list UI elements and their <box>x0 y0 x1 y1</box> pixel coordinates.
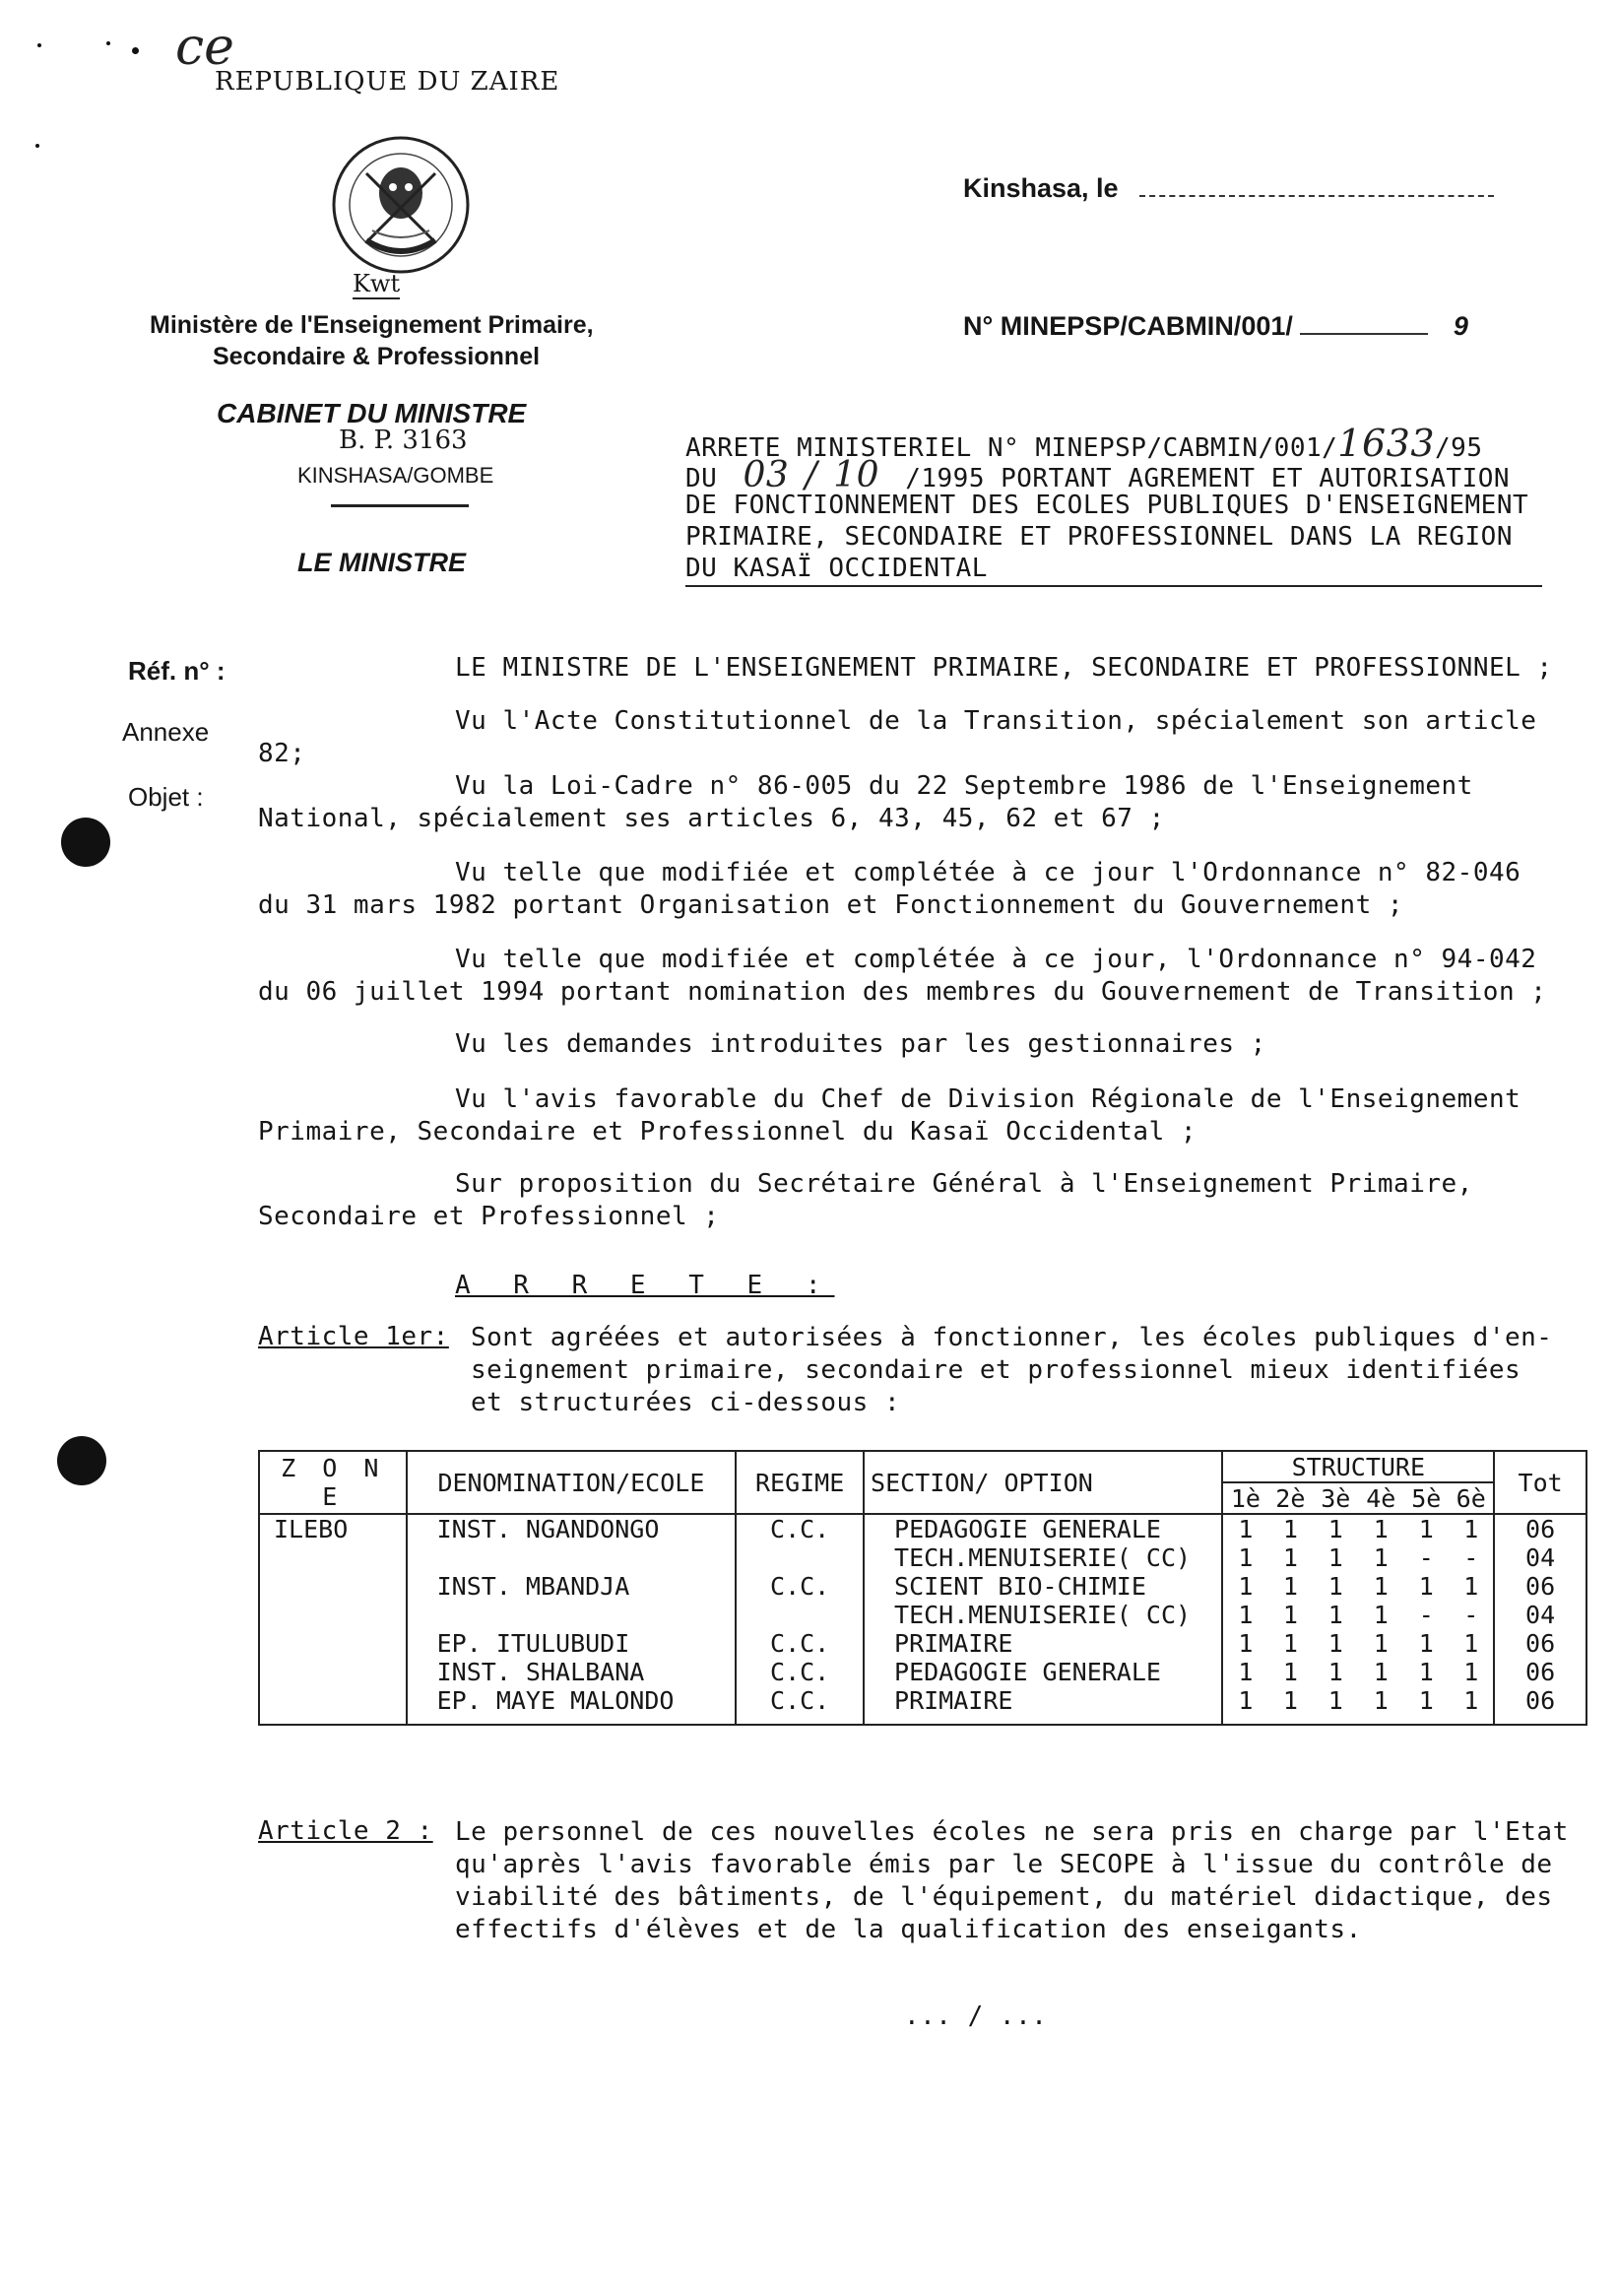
cell-year-5: 1 <box>1418 1572 1434 1601</box>
cell-total: 06 <box>1525 1629 1556 1658</box>
cell-section: PRIMAIRE <box>864 1629 1222 1658</box>
cell-year-6: 1 <box>1449 1572 1494 1601</box>
cell-year-5: 1 <box>1418 1658 1434 1686</box>
article-2-label: Article 2 : <box>258 1816 433 1846</box>
decree-date-separator: / <box>805 455 818 495</box>
cell-year-2: 1 <box>1282 1658 1298 1686</box>
ref-label: Réf. n° : <box>128 656 226 686</box>
cell-year-6: 1 <box>1449 1514 1494 1543</box>
schools-structure-table <box>258 1450 1587 1726</box>
annexe-label: Annexe <box>122 717 210 747</box>
table-row <box>259 1543 1586 1572</box>
preamble: LE MINISTRE DE L'ENSEIGNEMENT PRIMAIRE, SECONDAIRE ET PROFESSIONNEL ; <box>455 653 1553 683</box>
header-year-5: 5è <box>1403 1482 1449 1514</box>
reference-number <box>963 311 1468 342</box>
decree-title-underline <box>685 585 1542 587</box>
table-padding-cell <box>259 1715 407 1725</box>
cell-section: PEDAGOGIE GENERALE <box>864 1658 1222 1686</box>
stray-mark <box>37 43 41 47</box>
decree-title-line3: DE FONCTIONNEMENT DES ECOLES PUBLIQUES D'ENSEIGNEMENT <box>685 491 1529 520</box>
ministry-name-line1: Ministère de l'Enseignement Primaire, <box>150 311 594 339</box>
reference-number-text: N° MINEPSP/CABMIN/001/ <box>963 311 1293 341</box>
cell-year-6: - <box>1449 1601 1494 1629</box>
cell-section: TECH.MENUISERIE( CC) <box>864 1543 1222 1572</box>
cell-year-1: 1 <box>1238 1601 1254 1629</box>
decree-month-handwritten: 10 <box>833 455 880 495</box>
article-2-text <box>455 1816 1569 1946</box>
cell-year-1: 1 <box>1238 1572 1254 1601</box>
cell-year-2: 1 <box>1282 1686 1298 1715</box>
table-body <box>259 1514 1586 1725</box>
considerant-4-line1: Vu telle que modifiée et complétée à ce jour, l'Ordonnance n° 94-042 <box>455 945 1537 974</box>
article-2-line1: Le personnel de ces nouvelles écoles ne sera pris en charge par l'Etat <box>455 1817 1569 1847</box>
cell-year-3: 1 <box>1327 1543 1343 1572</box>
cell-year-3: 1 <box>1327 1572 1343 1601</box>
cell-year-5: - <box>1418 1601 1434 1629</box>
table-padding-cell <box>1403 1715 1449 1725</box>
considerant-4-line2: du 06 juillet 1994 portant nomination des membres du Gouvernement de Transition ; <box>258 977 1547 1007</box>
cell-school <box>407 1543 737 1572</box>
cell-year-4: 1 <box>1373 1686 1389 1715</box>
table-row <box>259 1601 1586 1629</box>
cell-regime: C.C. <box>736 1686 864 1715</box>
cell-year-2: 1 <box>1282 1629 1298 1658</box>
decree-date-prefix: DU <box>685 464 718 493</box>
cell-total: 04 <box>1525 1601 1556 1629</box>
cell-year-4: 1 <box>1373 1658 1389 1686</box>
decree-number-suffix: /95 <box>1435 433 1483 463</box>
cell-zone <box>259 1686 407 1715</box>
cell-year-6: - <box>1449 1543 1494 1572</box>
cell-school <box>407 1601 737 1629</box>
considerant-6-line1: Vu l'avis favorable du Chef de Division Régionale de l'Enseignement <box>455 1084 1521 1114</box>
reference-suffix: 9 <box>1453 311 1468 341</box>
cell-year-4: 1 <box>1373 1515 1389 1543</box>
header-total: Tot <box>1494 1451 1586 1514</box>
cell-school: EP. ITULUBUDI <box>407 1629 737 1658</box>
city: KINSHASA/GOMBE <box>297 463 494 488</box>
article-2-line3: viabilité des bâtiments, de l'équipement, du matériel didactique, des <box>455 1882 1553 1912</box>
cell-year-5: - <box>1418 1543 1434 1572</box>
cell-year-2: 1 <box>1282 1543 1298 1572</box>
decree-title-line2 <box>685 455 1510 495</box>
proposition-line1: Sur proposition du Secrétaire Général à l'Enseignement Primaire, <box>455 1169 1473 1199</box>
header-structure: STRUCTURE <box>1222 1451 1494 1482</box>
cabinet-title: CABINET DU MINISTRE <box>217 398 527 428</box>
proposition-line2: Secondaire et Professionnel ; <box>258 1202 720 1231</box>
considerant-1 <box>258 705 1578 770</box>
page-continuation: ... / ... <box>904 2001 1048 2031</box>
cell-total: 04 <box>1525 1543 1556 1572</box>
cell-year-2: 1 <box>1282 1515 1298 1543</box>
cell-year-3: 1 <box>1327 1601 1343 1629</box>
header-regime: REGIME <box>736 1451 864 1514</box>
cell-regime: C.C. <box>736 1629 864 1658</box>
considerant-2-line1: Vu la Loi-Cadre n° 86-005 du 22 Septembre 1986 de l'Enseignement <box>455 771 1473 801</box>
header-zone: Z O N E <box>259 1451 407 1514</box>
cell-year-3: 1 <box>1327 1686 1343 1715</box>
cell-school: INST. NGANDONGO <box>407 1514 737 1543</box>
punch-hole <box>61 818 110 867</box>
minister-title: LE MINISTRE <box>297 548 467 577</box>
article-2-line2: qu'après l'avis favorable émis par le SECOPE à l'issue du contrôle de <box>455 1850 1553 1879</box>
decree-date-suffix: /1995 PORTANT AGREMENT ET AUTORISATION <box>905 464 1511 493</box>
cell-year-3: 1 <box>1327 1658 1343 1686</box>
cell-year-3: 1 <box>1327 1515 1343 1543</box>
considerant-3-line2: du 31 mars 1982 portant Organisation et Fonctionnement du Gouvernement ; <box>258 890 1404 920</box>
table-row <box>259 1658 1586 1686</box>
cell-school: EP. MAYE MALONDO <box>407 1686 737 1715</box>
cell-year-1: 1 <box>1238 1686 1254 1715</box>
handwritten-initials: ce <box>175 18 234 77</box>
decree-day-handwritten: 03 <box>743 455 790 495</box>
cell-year-2: 1 <box>1282 1601 1298 1629</box>
cell-total: 06 <box>1525 1686 1556 1715</box>
cell-total: 06 <box>1525 1572 1556 1601</box>
table-row <box>259 1572 1586 1601</box>
table-padding-cell <box>864 1715 1222 1725</box>
decree-number-handwritten: 1633 <box>1337 422 1436 465</box>
cell-year-6: 1 <box>1449 1658 1494 1686</box>
coat-of-arms-emblem <box>327 134 475 282</box>
emblem-caption: Kwt <box>353 270 401 297</box>
header-year-3: 3è <box>1313 1482 1358 1514</box>
cell-section: TECH.MENUISERIE( CC) <box>864 1601 1222 1629</box>
cell-year-5: 1 <box>1418 1515 1434 1543</box>
decree-title-line5: DU KASAÏ OCCIDENTAL <box>685 554 988 583</box>
punch-hole <box>57 1436 106 1485</box>
considerant-3 <box>258 857 1578 922</box>
po-box: B. P. 3163 <box>339 426 468 455</box>
stray-mark <box>132 47 139 54</box>
cell-regime: C.C. <box>736 1658 864 1686</box>
stray-mark <box>35 144 39 148</box>
table-padding-cell <box>1267 1715 1313 1725</box>
cell-year-1: 1 <box>1238 1658 1254 1686</box>
objet-label: Objet : <box>128 782 204 812</box>
arrete-heading: A R R E T E : <box>455 1271 835 1300</box>
cell-total: 06 <box>1525 1658 1556 1686</box>
cell-year-6: 1 <box>1449 1686 1494 1715</box>
cell-school: INST. MBANDJA <box>407 1572 737 1601</box>
cell-regime: C.C. <box>736 1572 864 1601</box>
cell-zone <box>259 1629 407 1658</box>
cell-regime <box>736 1543 864 1572</box>
table-padding-cell <box>1222 1715 1267 1725</box>
header-year-1: 1è <box>1222 1482 1267 1514</box>
cell-year-6: 1 <box>1449 1629 1494 1658</box>
cell-section: PRIMAIRE <box>864 1686 1222 1715</box>
table-bottom-padding <box>259 1715 1586 1725</box>
considerant-2 <box>258 770 1578 835</box>
cell-section: SCIENT BIO-CHIMIE <box>864 1572 1222 1601</box>
cell-year-5: 1 <box>1418 1629 1434 1658</box>
cell-year-1: 1 <box>1238 1629 1254 1658</box>
considerant-5 <box>258 1028 1578 1061</box>
header-year-4: 4è <box>1358 1482 1403 1514</box>
cell-year-4: 1 <box>1373 1543 1389 1572</box>
country-name: REPUBLIQUE DU ZAIRE <box>215 67 560 97</box>
date-blank-line <box>1139 195 1494 197</box>
ministry-name-line2: Secondaire & Professionnel <box>213 343 541 370</box>
header-year-2: 2è <box>1267 1482 1313 1514</box>
cell-zone <box>259 1543 407 1572</box>
header-year-6: 6è <box>1449 1482 1494 1514</box>
article-1-text <box>471 1322 1552 1419</box>
place-date-label <box>963 173 1494 204</box>
cell-regime <box>736 1601 864 1629</box>
table-row <box>259 1629 1586 1658</box>
table-padding-cell <box>407 1715 737 1725</box>
table-row <box>259 1686 1586 1715</box>
stray-mark <box>106 41 110 45</box>
reference-blank-line <box>1300 333 1428 335</box>
cell-year-1: 1 <box>1238 1543 1254 1572</box>
cell-year-2: 1 <box>1282 1572 1298 1601</box>
cell-year-4: 1 <box>1373 1572 1389 1601</box>
place-label: Kinshasa, le <box>963 173 1119 203</box>
table-padding-cell <box>1358 1715 1403 1725</box>
table-padding-cell <box>1494 1715 1586 1725</box>
article-1-line1: Sont agréées et autorisées à fonctionner, les écoles publiques d'en- <box>471 1323 1553 1352</box>
cell-year-4: 1 <box>1373 1629 1389 1658</box>
article-1-line3: et structurées ci-dessous : <box>471 1388 901 1417</box>
cell-year-3: 1 <box>1327 1629 1343 1658</box>
considerant-6 <box>258 1083 1578 1148</box>
decree-number-prefix: ARRETE MINISTERIEL N° MINEPSP/CABMIN/001/ <box>685 433 1338 463</box>
cell-total: 06 <box>1525 1515 1556 1543</box>
table-row <box>259 1514 1586 1543</box>
article-1-line2: seignement primaire, secondaire et professionnel mieux identifiées <box>471 1355 1521 1385</box>
table-padding-cell <box>736 1715 864 1725</box>
considerant-1-line2: 82; <box>258 739 306 768</box>
considerant-2-line2: National, spécialement ses articles 6, 43, 45, 62 et 67 ; <box>258 804 1165 833</box>
cell-section: PEDAGOGIE GENERALE <box>864 1514 1222 1543</box>
considerant-6-line2: Primaire, Secondaire et Professionnel du Kasaï Occidental ; <box>258 1117 1197 1147</box>
table-header-row <box>259 1451 1586 1482</box>
letterhead-divider <box>331 504 469 507</box>
cell-zone: ILEBO <box>259 1514 407 1543</box>
table-padding-cell <box>1449 1715 1494 1725</box>
cell-year-4: 1 <box>1373 1601 1389 1629</box>
article-2-line4: effectifs d'élèves et de la qualification des enseigants. <box>455 1915 1362 1944</box>
considerant-1-line1: Vu l'Acte Constitutionnel de la Transition, spécialement son article <box>455 706 1537 736</box>
cell-zone <box>259 1601 407 1629</box>
table-padding-cell <box>1313 1715 1358 1725</box>
cell-regime: C.C. <box>736 1514 864 1543</box>
cell-school: INST. SHALBANA <box>407 1658 737 1686</box>
cell-zone <box>259 1658 407 1686</box>
considerant-5-line1: Vu les demandes introduites par les gestionnaires ; <box>455 1029 1266 1059</box>
cell-year-5: 1 <box>1418 1686 1434 1715</box>
considerant-4 <box>258 944 1578 1009</box>
header-denomination: DENOMINATION/ECOLE <box>407 1451 737 1514</box>
proposition <box>258 1168 1578 1233</box>
cell-zone <box>259 1572 407 1601</box>
decree-title-line4: PRIMAIRE, SECONDAIRE ET PROFESSIONNEL DANS LA REGION <box>685 522 1513 552</box>
cell-year-1: 1 <box>1238 1515 1254 1543</box>
considerant-3-line1: Vu telle que modifiée et complétée à ce jour l'Ordonnance n° 82-046 <box>455 858 1521 887</box>
header-section: SECTION/ OPTION <box>864 1451 1222 1514</box>
article-1-label: Article 1er: <box>258 1322 449 1351</box>
